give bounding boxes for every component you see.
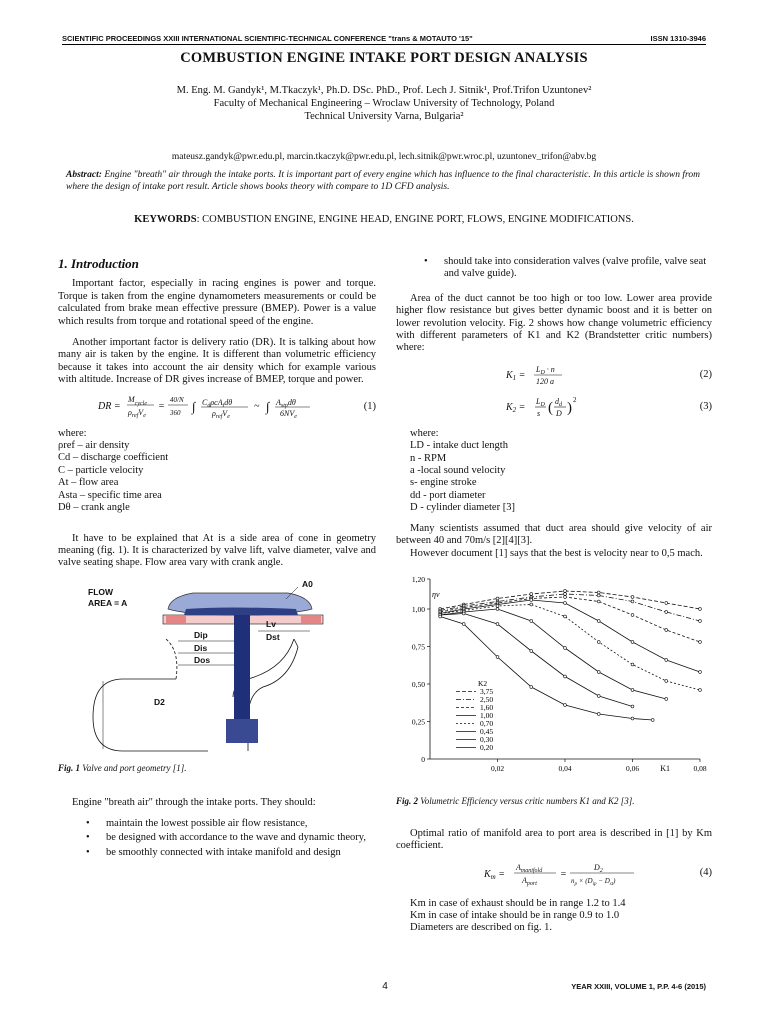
running-header	[62, 34, 706, 43]
header-issn: ISSN 1310-3946	[650, 34, 706, 43]
equation-4-number: (4)	[699, 866, 712, 878]
series-point	[564, 590, 567, 593]
equation-1	[58, 396, 376, 420]
series-point	[631, 689, 634, 692]
definition-item: a -local sound velocity	[410, 465, 506, 477]
figure-1-caption-text: Valve and port geometry [1].	[80, 763, 187, 774]
series-point	[631, 641, 634, 644]
header-rule	[62, 44, 706, 45]
svg-text:(: (	[548, 399, 553, 416]
legend-label: 3,75	[480, 686, 494, 696]
intro-paragraph-2: Another important factor is delivery ratio (DR). It is talking about how many air is taken by the engine. It is different than volumetric efficiency because it takes into account the air density which for example various with altitude. Increase of DR gives increase of BMEP, torque and power.	[58, 337, 376, 386]
series-point	[564, 704, 567, 707]
equation-1-number: (1)	[363, 400, 376, 412]
keywords-text: : COMBUSTION ENGINE, ENGINE HEAD, ENGINE PORT, FLOWS, ENGINE MODIFICATIONS.	[196, 214, 634, 225]
equation-4	[396, 862, 712, 890]
series-point	[631, 717, 634, 720]
svg-text:LD · n: $L_D \cdot n$	[536, 364, 555, 376]
x-tick-label: 0,02	[490, 763, 505, 773]
series-point	[597, 641, 600, 644]
series-point	[496, 608, 499, 611]
fig1-label-dis: Dis	[194, 642, 208, 653]
legend-label: 1,00	[480, 710, 494, 720]
legend-label: 0,20	[480, 742, 494, 752]
svg-text:dd: $d_d$	[555, 396, 562, 408]
svg-text:D2: $D_2$	[594, 862, 603, 874]
equation-3-formula	[506, 394, 626, 420]
x-tick-label: 0,06	[625, 763, 640, 773]
series-line-0,30	[440, 613, 632, 706]
legend-label: 0,70	[480, 718, 494, 728]
y-tick-label: 0,25	[411, 717, 425, 727]
definition-list	[58, 440, 376, 514]
series-point	[665, 611, 668, 614]
requirement-item: • should take into consideration valves (valve profile, valve seat and valve guide).	[396, 256, 712, 281]
series-point	[665, 629, 668, 632]
svg-text:=: =	[158, 400, 165, 412]
svg-text:Amanifold: $A_{manifold}$	[516, 862, 543, 874]
svg-text:∫: ∫	[266, 398, 270, 414]
definition-item: s- engine stroke	[410, 477, 477, 489]
series-line-1,60	[440, 597, 700, 642]
fig1-label-dst: Dst	[266, 631, 280, 642]
right-paragraph-2: Many scientists assumed that duct area should give velocity of air between 40 and 70m/s [2][4][3].	[396, 522, 712, 547]
series-point	[699, 641, 702, 644]
y-axis-label: ηv	[432, 589, 440, 599]
svg-text:K2 =: $K_2$ =	[506, 401, 526, 414]
definition-item: Dθ – crank angle	[58, 502, 130, 514]
series-point	[564, 602, 567, 605]
series-point	[631, 614, 634, 617]
series-point	[462, 612, 465, 615]
where-label: where:	[410, 427, 439, 439]
series-point	[564, 593, 567, 596]
svg-text:120 a: 120 a	[536, 376, 554, 386]
definition-item: C – particle velocity	[58, 464, 144, 476]
requirement-list	[58, 818, 376, 859]
legend-label: 0,45	[480, 726, 494, 736]
right-paragraph-4: Optimal ratio of manifold area to port area is described in [1] by Km coefficient.	[396, 827, 712, 852]
series-point	[564, 647, 567, 650]
fig1-label-flow: FLOW	[88, 586, 114, 597]
series-line-0,20	[440, 616, 653, 720]
left-column	[58, 258, 376, 861]
svg-text:LD: $L_D$	[536, 396, 545, 408]
equation-1-formula	[98, 392, 358, 420]
affiliation-2: Technical University Varna, Bulgaria²	[304, 111, 464, 122]
svg-text:Km =: $K_m$ =	[484, 868, 505, 881]
abstract-text: Engine "breath" air through the intake ports. It is important part of every engine which has influence to the final characteristic. In this article is shown from where the design of intake port result. Article shows books theory with compare to 1D CFD analysis.	[66, 170, 700, 192]
paper-title: COMBUSTION ENGINE INTAKE PORT DESIGN ANALYSIS	[180, 50, 588, 66]
fig1-label-lv: Lv	[266, 618, 276, 629]
legend-label: 2,50	[480, 694, 494, 704]
series-point	[631, 600, 634, 603]
series-point	[665, 680, 668, 683]
right-paragraph-5: Km in case of exhaust should be in range 1.2 to 1.4	[410, 897, 626, 909]
series-point	[665, 602, 668, 605]
right-paragraph-6: Km in case of intake should be in range 0.9 to 1.0	[410, 909, 620, 921]
authors-block	[0, 84, 768, 123]
abstract-label: Abstract:	[66, 170, 102, 180]
series-point	[665, 659, 668, 662]
definition-item: dd - port diameter	[410, 489, 486, 501]
svg-text:ρrefVe: $\rho_{ref}V_e$	[212, 408, 230, 420]
figure-2-caption-text: Volumetric Efficiency versus critic numbers K1 and K2 [3].	[418, 796, 635, 807]
intro-paragraph-3: It have to be explained that At is a side area of cone in geometry meaning (fig. 1). It is characterized by valve lift, valve diameter, valve and valve seating shape. Flow area vary with crank angle.	[58, 532, 376, 569]
keywords	[0, 214, 768, 225]
page-number: 4	[382, 981, 388, 992]
y-tick-label: 1,20	[411, 574, 425, 584]
right-column	[396, 256, 712, 935]
svg-text:~: ~	[254, 400, 260, 412]
series-point	[631, 596, 634, 599]
definition-item: ρref – air density	[58, 440, 130, 452]
fig1-label-area: AREA = A	[88, 597, 128, 608]
series-point	[597, 600, 600, 603]
svg-text:2: 2	[573, 395, 577, 404]
svg-text:360: 360	[170, 408, 181, 417]
series-point	[699, 671, 702, 674]
series-point	[597, 671, 600, 674]
abstract	[66, 169, 700, 193]
svg-text:6NVe: $6NV_e$	[280, 408, 297, 420]
definition-item: Cd – discharge coefficient	[58, 452, 169, 464]
y-tick-label: 0,75	[411, 642, 425, 652]
keywords-label: KEYWORDS	[134, 214, 197, 225]
affiliation-1: Faculty of Mechanical Engineering – Wroclaw University of Technology, Poland	[213, 98, 555, 109]
equation-2-number: (2)	[699, 368, 712, 380]
series-point	[631, 705, 634, 708]
series-point	[597, 594, 600, 597]
series-point	[496, 623, 499, 626]
definition-item: Asta – specific time area	[58, 489, 162, 501]
series-point	[496, 605, 499, 608]
right-paragraph-3: However document [1] says that the best is velocity near to 0,5 mach.	[410, 547, 703, 559]
definition-list	[396, 440, 712, 514]
requirement-list-continued	[396, 256, 712, 281]
equation-4-formula	[484, 860, 664, 888]
series-line-0,45	[440, 609, 666, 699]
x-axis-label: K1	[660, 763, 671, 773]
definition-item: At – flow area	[58, 477, 119, 489]
series-point	[564, 615, 567, 618]
series-point	[597, 713, 600, 716]
definition-item: LD - intake duct length	[410, 440, 508, 452]
series-point	[665, 698, 668, 701]
equation-3-number: (3)	[699, 400, 712, 412]
fig1-label-d2: D2	[154, 696, 165, 707]
equation-3	[396, 396, 712, 420]
series-point	[530, 620, 533, 623]
requirement-item: • maintain the lowest possible air flow resistance,	[58, 818, 376, 830]
svg-text:s: s	[537, 408, 541, 418]
series-point	[651, 719, 654, 722]
series-point	[597, 620, 600, 623]
fig1-label-dip: Dip	[194, 629, 208, 640]
series-point	[439, 615, 442, 618]
series-point	[699, 620, 702, 623]
requirement-item: • be designed with accordance to the wave and dynamic theory,	[58, 832, 376, 844]
x-tick-label: 0,04	[558, 763, 572, 773]
x-tick-label: 0,08	[693, 763, 707, 773]
figure-2-caption	[396, 795, 712, 807]
series-point	[462, 623, 465, 626]
y-tick-label: 0,50	[411, 679, 425, 689]
legend-label: 0,30	[480, 734, 494, 744]
series-point	[631, 663, 634, 666]
series-point	[530, 686, 533, 689]
series-point	[699, 689, 702, 692]
svg-text:DR =: DR =	[98, 400, 121, 412]
svg-text:CdρcAtdθ: $C_d\rho cA_td\theta$	[202, 397, 233, 409]
section-heading: 1. Introduction	[58, 256, 139, 271]
svg-text:40/N: 40/N	[170, 395, 184, 404]
right-paragraph-7: Diameters are described on fig. 1.	[410, 922, 552, 934]
header-conference: SCIENTIFIC PROCEEDINGS XXIII INTERNATIONAL SCIENTIFIC-TECHNICAL CONFERENCE "trans & MOTAUTO '15"	[62, 34, 473, 43]
svg-text:): )	[567, 399, 572, 416]
svg-text:ρrefVe: $\rho_{ref}V_e$	[128, 407, 146, 419]
equation-2	[396, 364, 712, 388]
svg-text:D: D	[556, 408, 562, 418]
fig1-label-dos: Dos	[194, 654, 211, 665]
figure-1-valve-diagram	[58, 579, 358, 754]
legend-label: 1,60	[480, 702, 494, 712]
series-point	[699, 608, 702, 611]
svg-text:np × (Dip − Dst): $n_p \times (D_{ip} - D_{st})$	[571, 876, 616, 887]
where-label: where:	[58, 427, 87, 439]
y-tick-label: 1,00	[411, 604, 425, 614]
footer-citation: YEAR XXIII, VOLUME 1, P.P. 4-6 (2015)	[571, 982, 706, 991]
series-point	[530, 599, 533, 602]
series-point	[597, 695, 600, 698]
series-line-3,75	[440, 591, 700, 609]
series-point	[530, 593, 533, 596]
equation-2-formula	[506, 362, 626, 388]
svg-text:K1 =: $K_1$ =	[506, 369, 526, 382]
svg-text:∫: ∫	[192, 398, 196, 414]
figure-2-chart	[396, 569, 712, 791]
intro-paragraph-4: Engine "breath air" through the intake ports. They should:	[72, 796, 316, 808]
y-tick-label: 0	[421, 754, 425, 764]
figure-1-caption	[58, 762, 376, 774]
svg-text:Astpdθ: $A_{stp}d\theta$	[276, 397, 296, 409]
series-point	[530, 650, 533, 653]
series-point	[597, 591, 600, 594]
definition-item: n - RPM	[410, 452, 447, 464]
intro-paragraph-1: Important factor, especially in racing engines is power and torque. Torque is taken from the engine dynamometers measurements or could be calculated from brake mean effective pressure (BMEP). Power is a value which results from torque and rotational speed of the engine.	[58, 278, 376, 327]
series-point	[496, 597, 499, 600]
requirement-item: • be smoothly connected with intake manifold and design	[58, 847, 376, 859]
figure-2-caption-label: Fig. 2	[396, 796, 419, 807]
definition-item: D - cylinder diameter [3]	[410, 502, 515, 514]
series-point	[564, 675, 567, 678]
emails: mateusz.gandyk@pwr.edu.pl, marcin.tkaczyk@pwr.edu.pl, lech.sitnik@pwr.wroc.pl, uzuntonev_trifon@abv.bg	[171, 152, 597, 162]
svg-text:=: =	[560, 868, 567, 880]
authors-names: M. Eng. M. Gandyk¹, M.Tkaczyk¹, Ph.D. DSc. PhD., Prof. Lech J. Sitnik¹, Prof.Trifon Uzuntonev²	[176, 85, 592, 96]
svg-text:Mcycle: $M_{cycle}$	[128, 394, 147, 407]
figure-1-caption-label: Fig. 1	[58, 763, 81, 774]
svg-text:Aport: $A_{port}$	[522, 875, 537, 887]
series-point	[496, 656, 499, 659]
right-paragraph-1: Area of the duct cannot be too high or too low. Lower area provide higher flow resistance but gives better dynamic boost and it is better on lower revolution velocity. Fig. 2 shows how change volumetric efficiency with different parameters of K1 and K2 (Brandstetter critic numbers) where:	[396, 292, 712, 354]
series-point	[530, 603, 533, 606]
fig1-label-a0: A0	[302, 578, 313, 589]
series-point	[564, 596, 567, 599]
series-line-0,70	[440, 604, 700, 690]
legend-title: K2	[478, 678, 488, 688]
